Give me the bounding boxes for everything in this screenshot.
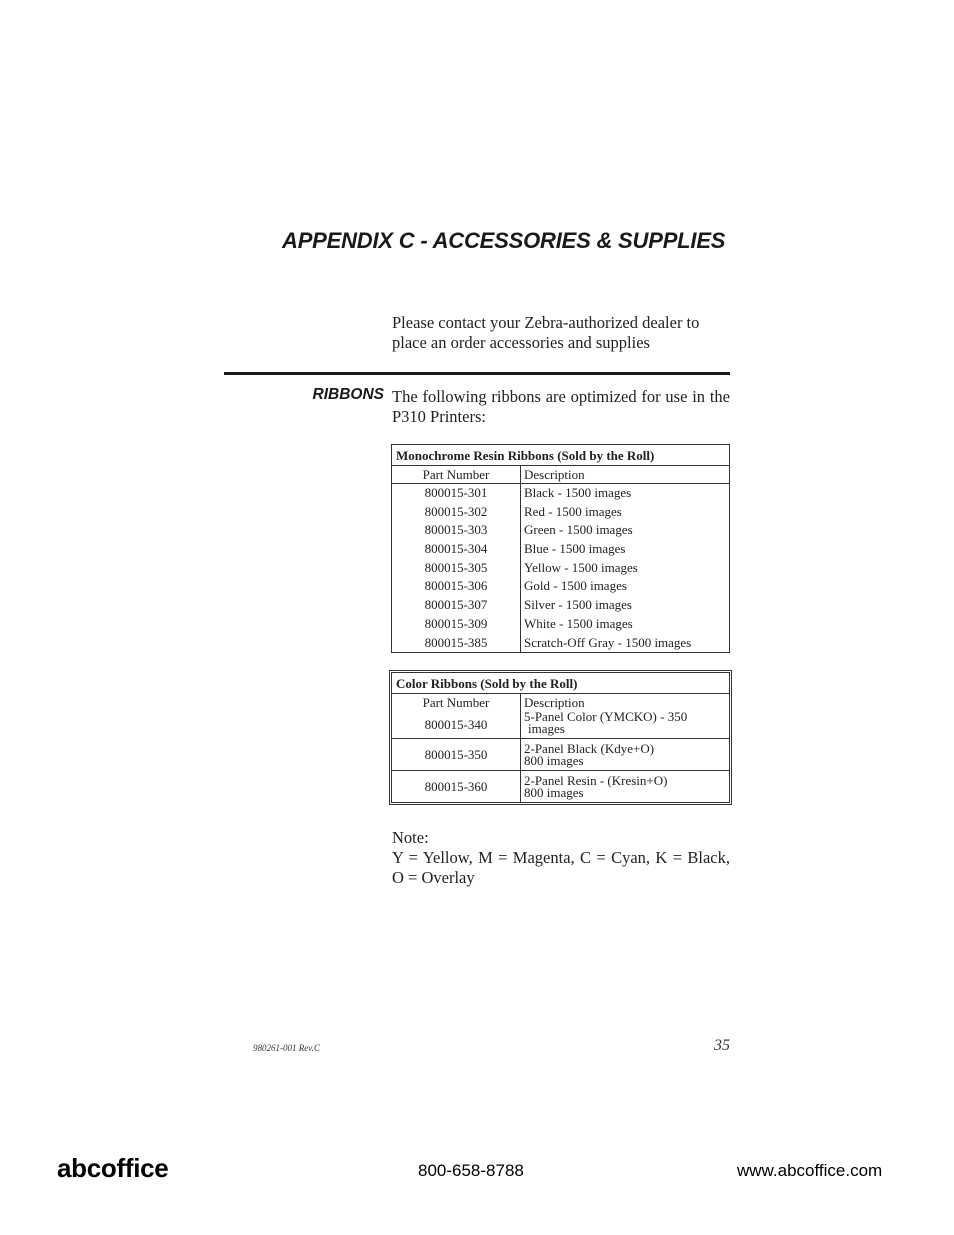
part-number-cell: 800015-301: [392, 484, 521, 503]
ribbons-section-label: RIBBONS: [312, 386, 384, 403]
color-ribbons-table: [391, 672, 730, 803]
description-cell: Gold - 1500 images: [524, 578, 627, 594]
color-table-title: Color Ribbons (Sold by the Roll): [392, 673, 730, 694]
part-number-cell: 800015-385: [392, 634, 521, 653]
table-row: [392, 739, 730, 771]
description-line: 800 images: [524, 753, 584, 768]
description-cell: [521, 739, 730, 771]
table-row: [392, 711, 730, 739]
part-number-cell: 800015-307: [392, 596, 521, 615]
description-header: Description: [524, 695, 585, 710]
part-number-cell: 800015-350: [392, 739, 521, 771]
table-row: [392, 634, 730, 653]
description-cell: [521, 771, 730, 803]
description-line: 800 images: [524, 785, 584, 800]
description-cell: Yellow - 1500 images: [524, 559, 638, 575]
part-number-cell: 800015-304: [392, 540, 521, 559]
description-line: 2-Panel Black (Kdye+O): [524, 741, 655, 756]
ribbons-intro-paragraph: The following ribbons are optimized for use in the P310 Printers:: [392, 387, 730, 426]
table-row: [392, 577, 730, 596]
description-line: 2-Panel Resin - (Kresin+O): [524, 773, 668, 788]
description-line: images: [528, 721, 565, 736]
table-header-row: [392, 466, 730, 484]
description-cell: [521, 711, 730, 739]
part-number-cell: 800015-309: [392, 615, 521, 634]
part-number-cell: 800015-306: [392, 577, 521, 596]
note-label: Note:: [392, 828, 429, 847]
table-row: [392, 540, 730, 559]
table-row: [392, 484, 730, 503]
document-id: 980261-001 Rev.C: [253, 1043, 320, 1053]
website-url: www.abcoffice.com: [737, 1161, 883, 1180]
part-number-cell: 800015-302: [392, 503, 521, 522]
description-cell: Scratch-Off Gray - 1500 images: [524, 634, 692, 650]
part-number-cell: 800015-305: [392, 559, 521, 578]
description-line: 5-Panel Color (YMCKO) - 350: [524, 709, 688, 724]
description-cell: Silver - 1500 images: [524, 597, 632, 613]
part-number-cell: 800015-340: [392, 711, 521, 739]
note-block: [392, 828, 730, 888]
description-cell: White - 1500 images: [524, 615, 633, 631]
part-number-header: Part Number: [392, 466, 521, 484]
section-divider: [224, 372, 730, 375]
table-row: [392, 615, 730, 634]
intro-paragraph: Please contact your Zebra-authorized dealer to place an order accessories and supplies: [392, 313, 700, 352]
part-number-cell: 800015-360: [392, 771, 521, 803]
description-cell: Red - 1500 images: [524, 503, 622, 519]
table-row: [392, 503, 730, 522]
description-header: Description: [521, 466, 730, 484]
note-text: Y = Yellow, M = Magenta, C = Cyan, K = Black, O = Overlay: [392, 848, 730, 887]
page-title: APPENDIX C - ACCESSORIES & SUPPLIES: [282, 228, 726, 253]
part-number-cell: 800015-303: [392, 521, 521, 540]
monochrome-ribbons-table: [391, 444, 730, 653]
table-row: [392, 596, 730, 615]
description-cell: Blue - 1500 images: [524, 541, 626, 557]
brand-logo: abcoffice: [57, 1153, 169, 1183]
page-number: 35: [714, 1037, 730, 1054]
table-row: [392, 771, 730, 803]
table-row: [392, 521, 730, 540]
table-row: [392, 559, 730, 578]
phone-number: 800-658-8788: [418, 1161, 524, 1180]
description-cell: Black - 1500 images: [524, 485, 632, 500]
part-number-header: Part Number: [392, 694, 521, 712]
monochrome-table-title: Monochrome Resin Ribbons (Sold by the Roll): [392, 445, 730, 466]
description-cell: Green - 1500 images: [524, 522, 633, 538]
